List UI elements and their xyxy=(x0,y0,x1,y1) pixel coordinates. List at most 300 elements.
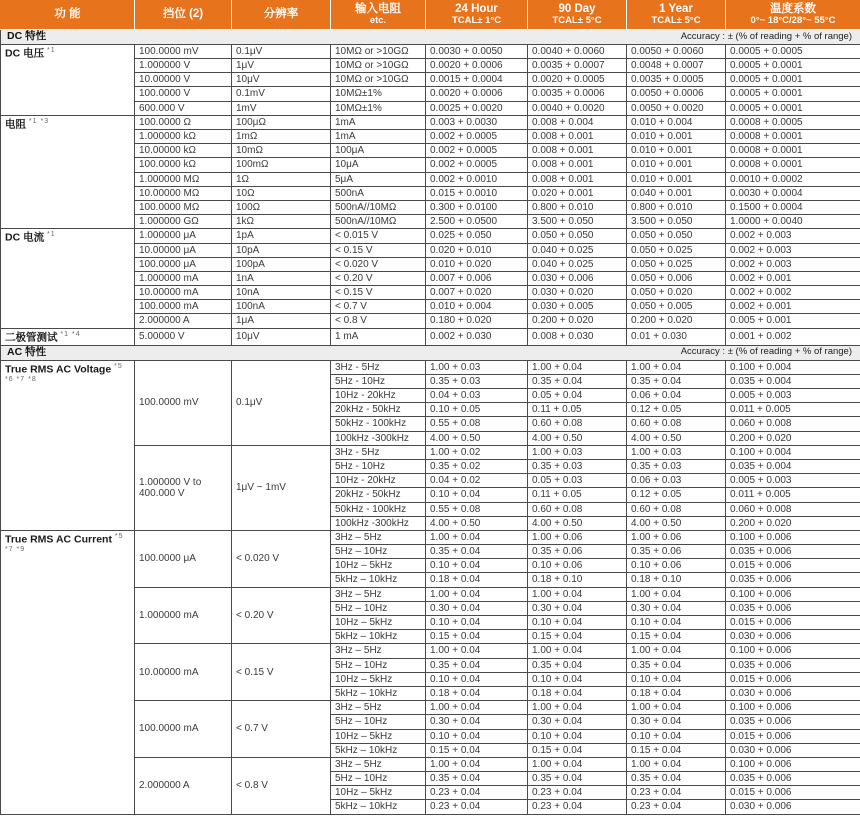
input-resistance-cell: 5μA xyxy=(331,172,426,186)
accuracy-cell: 0.10 + 0.04 xyxy=(426,672,528,686)
header-subline: etc. xyxy=(369,15,387,27)
accuracy-cell: 0.050 + 0.006 xyxy=(627,271,726,285)
accuracy-cell: 0.30 + 0.04 xyxy=(528,715,627,729)
table-row xyxy=(1,44,860,58)
accuracy-cell: 0.030 + 0.006 xyxy=(726,630,860,644)
accuracy-cell: 0.002 + 0.0005 xyxy=(426,144,528,158)
input-resistance-cell: 10MΩ or >10GΩ xyxy=(331,73,426,87)
header-col-4: 24 Hour TCAL± 1°C xyxy=(426,1,528,30)
frequency-band-cell: 5Hz - 10Hz xyxy=(331,459,426,473)
frequency-band-cell: 3Hz - 5Hz xyxy=(331,360,426,374)
accuracy-cell: 0.200 + 0.020 xyxy=(627,314,726,328)
accuracy-cell: 0.0025 + 0.0020 xyxy=(426,101,528,115)
footnote-marks: *1 xyxy=(47,46,56,54)
range-cell: 1.000000 V xyxy=(135,59,232,73)
accuracy-cell: 0.002 + 0.002 xyxy=(726,286,860,300)
input-resistance-cell: 500nA xyxy=(331,186,426,200)
header-col-1: 挡位 (2) xyxy=(135,1,232,30)
resolution-cell: 100Ω xyxy=(232,200,331,214)
frequency-band-cell: 5kHz – 10kHz xyxy=(331,743,426,757)
accuracy-cell: 0.0035 + 0.0007 xyxy=(528,59,627,73)
accuracy-cell: 1.00 + 0.04 xyxy=(627,644,726,658)
accuracy-cell: 0.10 + 0.06 xyxy=(627,559,726,573)
frequency-band-cell: 3Hz – 5Hz xyxy=(331,757,426,771)
accuracy-cell: 0.18 + 0.04 xyxy=(426,686,528,700)
header-col-6: 1 Year TCAL± 5°C xyxy=(627,1,726,30)
accuracy-cell: 0.30 + 0.04 xyxy=(426,601,528,615)
frequency-band-cell: 5Hz – 10Hz xyxy=(331,545,426,559)
function-cell: True RMS AC Current $^{*5 *7 *9}$ xyxy=(1,530,135,814)
accuracy-cell: 0.035 + 0.006 xyxy=(726,715,860,729)
range-cell: 100.0000 mV xyxy=(135,44,232,58)
accuracy-cell: 0.015 + 0.006 xyxy=(726,786,860,800)
accuracy-cell: 4.00 + 0.50 xyxy=(627,516,726,530)
accuracy-cell: 0.060 + 0.008 xyxy=(726,417,860,431)
accuracy-cell: 0.003 + 0.0030 xyxy=(426,115,528,129)
accuracy-cell: 4.00 + 0.50 xyxy=(627,431,726,445)
accuracy-cell: 1.00 + 0.03 xyxy=(426,360,528,374)
frequency-band-cell: 5kHz – 10kHz xyxy=(331,630,426,644)
frequency-band-cell: 100kHz -300kHz xyxy=(331,431,426,445)
accuracy-cell: 0.0008 + 0.0001 xyxy=(726,158,860,172)
accuracy-cell: 0.18 + 0.04 xyxy=(528,686,627,700)
frequency-band-cell: 10Hz - 20kHz xyxy=(331,389,426,403)
resolution-cell: 10pA xyxy=(232,243,331,257)
accuracy-cell: 0.200 + 0.020 xyxy=(726,431,860,445)
accuracy-cell: 0.011 + 0.005 xyxy=(726,488,860,502)
accuracy-cell: 0.015 + 0.006 xyxy=(726,729,860,743)
header-subline: TCAL± 1°C xyxy=(451,15,502,27)
accuracy-cell: 0.007 + 0.006 xyxy=(426,271,528,285)
range-cell: 1.000000 kΩ xyxy=(135,130,232,144)
frequency-band-cell: 5Hz – 10Hz xyxy=(331,658,426,672)
accuracy-cell: 0.10 + 0.06 xyxy=(528,559,627,573)
accuracy-cell: 0.100 + 0.004 xyxy=(726,445,860,459)
range-cell: 100.0000 kΩ xyxy=(135,158,232,172)
section-band-row xyxy=(1,345,860,360)
frequency-band-cell: 10Hz – 5kHz xyxy=(331,616,426,630)
frequency-band-cell: 5kHz – 10kHz xyxy=(331,573,426,587)
resolution-cell: 10μV xyxy=(232,328,331,345)
accuracy-cell: 0.008 + 0.030 xyxy=(528,328,627,345)
accuracy-cell: 0.035 + 0.006 xyxy=(726,545,860,559)
accuracy-cell: 0.0040 + 0.0020 xyxy=(528,101,627,115)
accuracy-cell: 0.050 + 0.005 xyxy=(627,300,726,314)
accuracy-cell: 0.11 + 0.05 xyxy=(528,488,627,502)
accuracy-cell: 0.18 + 0.10 xyxy=(528,573,627,587)
accuracy-note: Accuracy : ± (% of reading + % of range) xyxy=(680,30,852,42)
accuracy-cell: 0.23 + 0.04 xyxy=(528,786,627,800)
accuracy-cell: 1.00 + 0.04 xyxy=(627,757,726,771)
accuracy-cell: 1.00 + 0.04 xyxy=(528,701,627,715)
resolution-cell: 100pA xyxy=(232,257,331,271)
accuracy-cell: 0.030 + 0.006 xyxy=(528,271,627,285)
footnote-marks: *1 *3 xyxy=(28,117,50,125)
accuracy-cell: 0.005 + 0.003 xyxy=(726,474,860,488)
accuracy-cell: 0.010 + 0.004 xyxy=(426,300,528,314)
resolution-cell: 100mΩ xyxy=(232,158,331,172)
accuracy-cell: 0.0048 + 0.0007 xyxy=(627,59,726,73)
resolution-cell: 1μV ~ 1mV xyxy=(232,445,331,530)
accuracy-cell: 0.030 + 0.020 xyxy=(528,286,627,300)
accuracy-cell: 0.35 + 0.04 xyxy=(426,658,528,672)
resolution-cell: 1μV xyxy=(232,59,331,73)
function-cell: DC 电压 $^{*1}$ xyxy=(1,44,135,115)
accuracy-cell: 0.10 + 0.04 xyxy=(528,616,627,630)
accuracy-cell: 1.00 + 0.04 xyxy=(627,360,726,374)
footnote-marks: *5 *7 *9 xyxy=(5,532,124,554)
range-cell: 2.000000 A xyxy=(135,314,232,328)
resolution-cell: 1μA xyxy=(232,314,331,328)
accuracy-cell: 0.035 + 0.006 xyxy=(726,772,860,786)
frequency-band-cell: 10Hz – 5kHz xyxy=(331,729,426,743)
accuracy-cell: 0.050 + 0.050 xyxy=(627,229,726,243)
resolution-cell: 10nA xyxy=(232,286,331,300)
accuracy-cell: 1.00 + 0.03 xyxy=(528,445,627,459)
range-cell: 10.00000 mA xyxy=(135,644,232,701)
frequency-band-cell: 5Hz - 10Hz xyxy=(331,374,426,388)
accuracy-cell: 0.200 + 0.020 xyxy=(726,516,860,530)
accuracy-cell: 0.002 + 0.0005 xyxy=(426,130,528,144)
frequency-band-cell: 5kHz – 10kHz xyxy=(331,686,426,700)
accuracy-cell: 0.05 + 0.04 xyxy=(528,389,627,403)
range-cell: 1.000000 V to 400.000 V xyxy=(135,445,232,530)
range-cell: 5.00000 V xyxy=(135,328,232,345)
accuracy-cell: 0.35 + 0.04 xyxy=(426,545,528,559)
accuracy-cell: 1.00 + 0.06 xyxy=(528,530,627,544)
accuracy-cell: 1.00 + 0.04 xyxy=(426,644,528,658)
accuracy-cell: 0.050 + 0.020 xyxy=(627,286,726,300)
accuracy-cell: 0.007 + 0.020 xyxy=(426,286,528,300)
range-cell: 10.00000 kΩ xyxy=(135,144,232,158)
accuracy-cell: 0.12 + 0.05 xyxy=(627,403,726,417)
header-col-7: 温度系数 0°~ 18°C/28°~ 55°C xyxy=(726,1,860,30)
frequency-band-cell: 20kHz - 50kHz xyxy=(331,403,426,417)
accuracy-cell: 0.0010 + 0.0002 xyxy=(726,172,860,186)
function-cell: True RMS AC Voltage $^{*5 *6 *7 *8}$ xyxy=(1,360,135,530)
input-resistance-cell: 1 mA xyxy=(331,328,426,345)
table-header xyxy=(1,1,860,30)
frequency-band-cell: 3Hz – 5Hz xyxy=(331,644,426,658)
range-cell: 10.00000 mA xyxy=(135,286,232,300)
range-cell: 1.000000 μA xyxy=(135,229,232,243)
frequency-band-cell: 3Hz - 5Hz xyxy=(331,445,426,459)
frequency-band-cell: 5Hz – 10Hz xyxy=(331,601,426,615)
accuracy-cell: 0.60 + 0.08 xyxy=(528,502,627,516)
accuracy-cell: 0.15 + 0.04 xyxy=(426,630,528,644)
accuracy-cell: 0.06 + 0.03 xyxy=(627,474,726,488)
input-resistance-cell: 10MΩ or >10GΩ xyxy=(331,59,426,73)
section-label: AC 特性 xyxy=(7,345,47,358)
accuracy-cell: 0.0015 + 0.0004 xyxy=(426,73,528,87)
accuracy-cell: 1.0000 + 0.0040 xyxy=(726,215,860,229)
accuracy-cell: 0.10 + 0.04 xyxy=(627,672,726,686)
accuracy-cell: 0.11 + 0.05 xyxy=(528,403,627,417)
resolution-cell: 100μΩ xyxy=(232,115,331,129)
accuracy-cell: 0.35 + 0.04 xyxy=(528,374,627,388)
accuracy-cell: 0.35 + 0.04 xyxy=(528,658,627,672)
accuracy-cell: 0.002 + 0.001 xyxy=(726,271,860,285)
table-row xyxy=(1,328,860,345)
input-resistance-cell: < 0.20 V xyxy=(331,271,426,285)
range-cell: 1.000000 GΩ xyxy=(135,215,232,229)
accuracy-cell: 0.60 + 0.08 xyxy=(627,502,726,516)
accuracy-cell: 1.00 + 0.04 xyxy=(627,587,726,601)
accuracy-cell: 0.0005 + 0.0001 xyxy=(726,73,860,87)
accuracy-cell: 0.025 + 0.050 xyxy=(426,229,528,243)
accuracy-cell: 0.0005 + 0.0001 xyxy=(726,101,860,115)
accuracy-cell: 0.10 + 0.04 xyxy=(426,729,528,743)
accuracy-cell: 0.0050 + 0.0060 xyxy=(627,44,726,58)
accuracy-cell: 0.005 + 0.003 xyxy=(726,389,860,403)
accuracy-cell: 0.10 + 0.04 xyxy=(426,559,528,573)
accuracy-cell: 0.002 + 0.003 xyxy=(726,257,860,271)
accuracy-cell: 0.180 + 0.020 xyxy=(426,314,528,328)
accuracy-cell: 1.00 + 0.04 xyxy=(426,587,528,601)
range-cell: 600.000 V xyxy=(135,101,232,115)
header-subline: TCAL± 5°C xyxy=(651,15,701,27)
accuracy-note: Accuracy : ± (% of reading + % of range) xyxy=(680,346,852,358)
frequency-band-cell: 50kHz - 100kHz xyxy=(331,417,426,431)
section-band-cell xyxy=(1,345,860,360)
range-cell: 100.0000 MΩ xyxy=(135,200,232,214)
input-resistance-cell: 500nA//10MΩ xyxy=(331,200,426,214)
resolution-cell: < 0.7 V xyxy=(232,701,331,758)
accuracy-cell: 0.0035 + 0.0006 xyxy=(528,87,627,101)
accuracy-cell: 0.0050 + 0.0006 xyxy=(627,87,726,101)
resolution-cell: 10μV xyxy=(232,73,331,87)
accuracy-cell: 0.010 + 0.001 xyxy=(627,130,726,144)
accuracy-cell: 0.030 + 0.005 xyxy=(528,300,627,314)
accuracy-cell: 0.0035 + 0.0005 xyxy=(627,73,726,87)
range-cell: 1.000000 mA xyxy=(135,271,232,285)
accuracy-cell: 0.0005 + 0.0001 xyxy=(726,59,860,73)
range-cell: 100.0000 μA xyxy=(135,530,232,587)
accuracy-cell: 0.035 + 0.004 xyxy=(726,459,860,473)
accuracy-cell: 0.35 + 0.03 xyxy=(426,374,528,388)
accuracy-cell: 0.04 + 0.02 xyxy=(426,474,528,488)
accuracy-cell: 0.010 + 0.004 xyxy=(627,115,726,129)
accuracy-cell: 0.23 + 0.04 xyxy=(426,800,528,814)
accuracy-cell: 0.35 + 0.04 xyxy=(426,772,528,786)
section-label: DC 特性 xyxy=(7,30,47,43)
accuracy-cell: 0.010 + 0.001 xyxy=(627,158,726,172)
function-cell: 二极管测试 $^{*1 *4}$ xyxy=(1,328,135,345)
accuracy-cell: 0.020 + 0.001 xyxy=(528,186,627,200)
range-cell: 100.0000 mA xyxy=(135,300,232,314)
accuracy-cell: 0.35 + 0.03 xyxy=(627,459,726,473)
resolution-cell: 0.1mV xyxy=(232,87,331,101)
accuracy-cell: 0.05 + 0.03 xyxy=(528,474,627,488)
accuracy-cell: 0.015 + 0.006 xyxy=(726,616,860,630)
resolution-cell: 10mΩ xyxy=(232,144,331,158)
accuracy-cell: 0.0005 + 0.0001 xyxy=(726,87,860,101)
accuracy-cell: 0.005 + 0.001 xyxy=(726,314,860,328)
accuracy-cell: 1.00 + 0.04 xyxy=(426,757,528,771)
frequency-band-cell: 3Hz – 5Hz xyxy=(331,701,426,715)
frequency-band-cell: 10Hz – 5kHz xyxy=(331,786,426,800)
resolution-cell: < 0.8 V xyxy=(232,757,331,814)
accuracy-cell: 0.008 + 0.001 xyxy=(528,130,627,144)
frequency-band-cell: 5kHz – 10kHz xyxy=(331,800,426,814)
accuracy-cell: 0.60 + 0.08 xyxy=(528,417,627,431)
input-resistance-cell: 500nA//10MΩ xyxy=(331,215,426,229)
accuracy-cell: 0.800 + 0.010 xyxy=(528,200,627,214)
footnote-marks: *5 *6 *7 *8 xyxy=(5,362,123,383)
accuracy-cell: 0.035 + 0.004 xyxy=(726,374,860,388)
accuracy-cell: 0.060 + 0.008 xyxy=(726,502,860,516)
accuracy-cell: 0.15 + 0.04 xyxy=(627,743,726,757)
accuracy-cell: 0.040 + 0.001 xyxy=(627,186,726,200)
accuracy-cell: 0.040 + 0.025 xyxy=(528,243,627,257)
table-row xyxy=(1,530,860,544)
input-resistance-cell: < 0.020 V xyxy=(331,257,426,271)
accuracy-cell: 0.011 + 0.005 xyxy=(726,403,860,417)
accuracy-cell: 0.002 + 0.0010 xyxy=(426,172,528,186)
input-resistance-cell: < 0.7 V xyxy=(331,300,426,314)
accuracy-cell: 1.00 + 0.04 xyxy=(528,757,627,771)
function-cell: 电阻 $^{*1 *3}$ xyxy=(1,115,135,229)
accuracy-cell: 0.18 + 0.04 xyxy=(627,686,726,700)
accuracy-cell: 0.035 + 0.006 xyxy=(726,658,860,672)
accuracy-cell: 4.00 + 0.50 xyxy=(426,431,528,445)
accuracy-cell: 0.35 + 0.02 xyxy=(426,459,528,473)
resolution-cell: 0.1μV xyxy=(232,44,331,58)
section-band-row xyxy=(1,30,860,45)
accuracy-cell: 0.23 + 0.04 xyxy=(627,800,726,814)
frequency-band-cell: 50kHz - 100kHz xyxy=(331,502,426,516)
accuracy-cell: 0.0030 + 0.0004 xyxy=(726,186,860,200)
accuracy-cell: 0.15 + 0.04 xyxy=(627,630,726,644)
resolution-cell: < 0.20 V xyxy=(232,587,331,644)
input-resistance-cell: < 0.15 V xyxy=(331,286,426,300)
accuracy-cell: 0.15 + 0.04 xyxy=(528,743,627,757)
resolution-cell: < 0.020 V xyxy=(232,530,331,587)
accuracy-cell: 0.10 + 0.05 xyxy=(426,403,528,417)
input-resistance-cell: 100μA xyxy=(331,144,426,158)
accuracy-cell: 0.015 + 0.006 xyxy=(726,559,860,573)
accuracy-cell: 0.050 + 0.025 xyxy=(627,257,726,271)
resolution-cell: 100nA xyxy=(232,300,331,314)
accuracy-cell: 0.0008 + 0.0001 xyxy=(726,130,860,144)
accuracy-cell: 0.35 + 0.04 xyxy=(528,772,627,786)
header-row xyxy=(1,1,860,30)
accuracy-cell: 0.100 + 0.004 xyxy=(726,360,860,374)
accuracy-cell: 1.00 + 0.04 xyxy=(528,587,627,601)
range-cell: 10.00000 MΩ xyxy=(135,186,232,200)
input-resistance-cell: < 0.015 V xyxy=(331,229,426,243)
frequency-band-cell: 100kHz -300kHz xyxy=(331,516,426,530)
accuracy-cell: 0.0020 + 0.0005 xyxy=(528,73,627,87)
accuracy-cell: 1.00 + 0.04 xyxy=(426,701,528,715)
accuracy-cell: 3.500 + 0.050 xyxy=(528,215,627,229)
accuracy-cell: 0.35 + 0.04 xyxy=(627,374,726,388)
frequency-band-cell: 20kHz - 50kHz xyxy=(331,488,426,502)
accuracy-cell: 1.00 + 0.04 xyxy=(528,360,627,374)
accuracy-cell: 0.0040 + 0.0060 xyxy=(528,44,627,58)
input-resistance-cell: 10MΩ±1% xyxy=(331,87,426,101)
accuracy-cell: 0.04 + 0.03 xyxy=(426,389,528,403)
accuracy-cell: 0.030 + 0.006 xyxy=(726,686,860,700)
accuracy-cell: 4.00 + 0.50 xyxy=(528,431,627,445)
header-col-2: 分辨率 xyxy=(232,1,331,30)
header-col-5: 90 Day TCAL± 5°C xyxy=(528,1,627,30)
function-cell: DC 电流 $^{*1}$ xyxy=(1,229,135,328)
input-resistance-cell: 1mA xyxy=(331,130,426,144)
accuracy-cell: 0.35 + 0.06 xyxy=(528,545,627,559)
range-cell: 2.000000 A xyxy=(135,757,232,814)
range-cell: 1.000000 MΩ xyxy=(135,172,232,186)
accuracy-cell: 0.30 + 0.04 xyxy=(627,601,726,615)
accuracy-cell: 0.002 + 0.0005 xyxy=(426,158,528,172)
accuracy-cell: 0.18 + 0.04 xyxy=(426,573,528,587)
accuracy-cell: 2.500 + 0.0500 xyxy=(426,215,528,229)
accuracy-cell: 0.010 + 0.001 xyxy=(627,144,726,158)
frequency-band-cell: 5Hz – 10Hz xyxy=(331,715,426,729)
accuracy-cell: 1.00 + 0.03 xyxy=(627,445,726,459)
accuracy-cell: 0.050 + 0.025 xyxy=(627,243,726,257)
input-resistance-cell: 10MΩ±1% xyxy=(331,101,426,115)
accuracy-cell: 0.35 + 0.04 xyxy=(627,658,726,672)
resolution-cell: 0.1μV xyxy=(232,360,331,445)
range-cell: 10.00000 μA xyxy=(135,243,232,257)
resolution-cell: 1pA xyxy=(232,229,331,243)
accuracy-cell: 0.12 + 0.05 xyxy=(627,488,726,502)
accuracy-cell: 0.0005 + 0.0005 xyxy=(726,44,860,58)
accuracy-cell: 0.035 + 0.006 xyxy=(726,573,860,587)
range-cell: 100.0000 mV xyxy=(135,360,232,445)
accuracy-cell: 0.035 + 0.006 xyxy=(726,601,860,615)
accuracy-cell: 0.008 + 0.001 xyxy=(528,172,627,186)
accuracy-cell: 0.55 + 0.08 xyxy=(426,502,528,516)
frequency-band-cell: 3Hz – 5Hz xyxy=(331,530,426,544)
accuracy-cell: 0.030 + 0.006 xyxy=(726,743,860,757)
header-col-3: 输入电阻 etc. xyxy=(331,1,426,30)
accuracy-cell: 0.030 + 0.006 xyxy=(726,800,860,814)
accuracy-cell: 0.100 + 0.006 xyxy=(726,644,860,658)
accuracy-cell: 0.020 + 0.010 xyxy=(426,243,528,257)
resolution-cell: 1mV xyxy=(232,101,331,115)
accuracy-cell: 1.00 + 0.04 xyxy=(627,701,726,715)
accuracy-cell: 0.100 + 0.006 xyxy=(726,757,860,771)
accuracy-cell: 0.30 + 0.04 xyxy=(627,715,726,729)
frequency-band-cell: 10Hz - 20kHz xyxy=(331,474,426,488)
accuracy-cell: 0.015 + 0.006 xyxy=(726,672,860,686)
range-cell: 100.0000 Ω xyxy=(135,115,232,129)
accuracy-cell: 0.06 + 0.04 xyxy=(627,389,726,403)
accuracy-cell: 1.00 + 0.04 xyxy=(528,644,627,658)
footnote-marks: *1 *4 xyxy=(60,330,81,338)
accuracy-cell: 1.00 + 0.06 xyxy=(627,530,726,544)
frequency-band-cell: 5Hz – 10Hz xyxy=(331,772,426,786)
accuracy-cell: 0.35 + 0.06 xyxy=(627,545,726,559)
frequency-band-cell: 10Hz – 5kHz xyxy=(331,672,426,686)
frequency-band-cell: 3Hz – 5Hz xyxy=(331,587,426,601)
table-body xyxy=(1,30,860,815)
accuracy-cell: 0.10 + 0.04 xyxy=(528,672,627,686)
footnote-marks: *1 xyxy=(47,231,56,239)
accuracy-cell: 0.10 + 0.04 xyxy=(426,616,528,630)
accuracy-cell: 0.35 + 0.03 xyxy=(528,459,627,473)
range-cell: 100.0000 V xyxy=(135,87,232,101)
frequency-band-cell: 10Hz – 5kHz xyxy=(331,559,426,573)
accuracy-cell: 0.002 + 0.003 xyxy=(726,229,860,243)
table-row xyxy=(1,360,860,374)
accuracy-cell: 0.01 + 0.030 xyxy=(627,328,726,345)
accuracy-cell: 0.0020 + 0.0006 xyxy=(426,59,528,73)
table-row xyxy=(1,229,860,243)
resolution-cell: 10Ω xyxy=(232,186,331,200)
